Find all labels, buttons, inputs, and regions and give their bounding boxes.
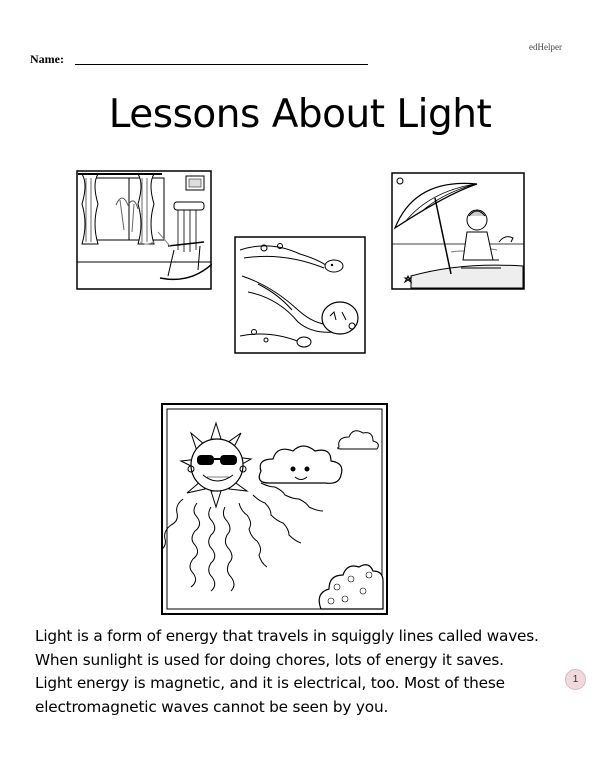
sun-rays-picture bbox=[161, 403, 388, 615]
name-label: Name: bbox=[30, 52, 64, 66]
shooting-stars-picture bbox=[234, 236, 366, 354]
poem-line: Light energy is magnetic, and it is electrical, too. Most of these bbox=[35, 674, 505, 692]
page-number-badge: 1 bbox=[565, 669, 586, 690]
poem-line: When sunlight is used for doing chores, lots of energy it saves. bbox=[35, 650, 504, 669]
page-title: Lessons About Light bbox=[108, 92, 492, 137]
beach-umbrella-picture bbox=[391, 172, 525, 290]
name-input-line[interactable] bbox=[75, 64, 368, 65]
poem-line: electromagnetic waves cannot be seen by you. bbox=[35, 697, 389, 716]
poem-text bbox=[35, 625, 575, 719]
brand-label: edHelper bbox=[529, 42, 562, 52]
poem-line: Light is a form of energy that travels in squiggly lines called waves. bbox=[35, 627, 539, 645]
window-rocking-chair-picture bbox=[76, 170, 212, 290]
